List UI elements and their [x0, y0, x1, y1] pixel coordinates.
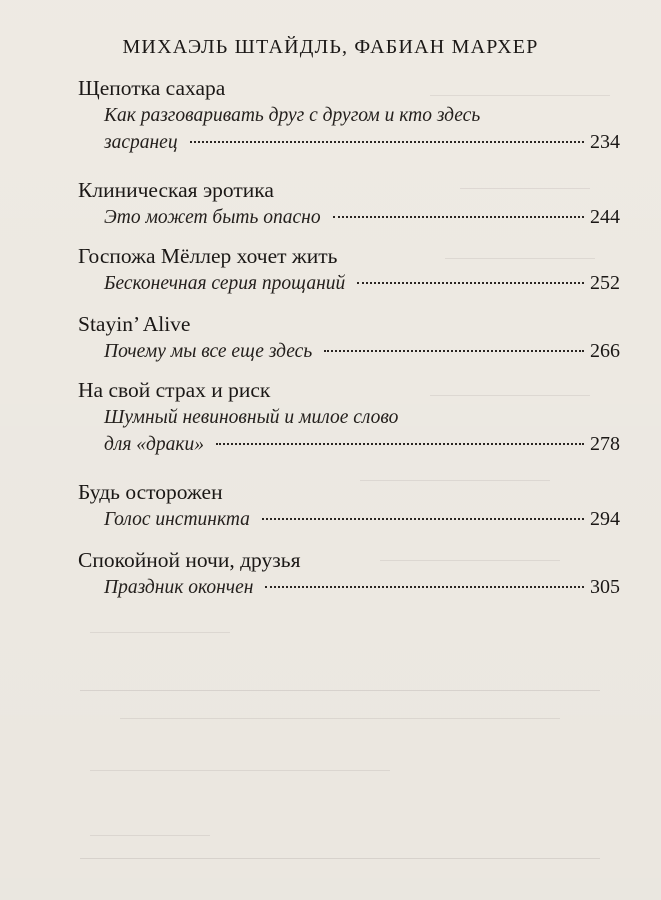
bleed-through-line [80, 858, 600, 859]
toc-entry-subtitle-line [104, 129, 620, 156]
toc-entry[interactable] [78, 242, 620, 297]
toc-entry-subtitle-line [104, 270, 620, 297]
toc-entry-subtitle: Шумный невиновный и милое слово [104, 407, 399, 428]
toc-page-number: 294 [590, 508, 620, 530]
toc-entry-title: Будь осторожен [78, 480, 223, 504]
toc-entry-subtitle-line [104, 506, 620, 533]
toc-entry-subtitle: Праздник окончен [104, 577, 254, 598]
toc-entry-subtitle: Голос инстинкта [104, 509, 250, 530]
toc-entry-subtitle: Это может быть опасно [104, 207, 321, 228]
toc-entry[interactable] [78, 74, 620, 156]
toc-entry[interactable] [78, 310, 620, 365]
toc-page-number: 266 [590, 340, 620, 362]
toc-entry-subtitle-line [104, 431, 620, 458]
dot-leader [190, 141, 584, 143]
toc-entry[interactable] [78, 176, 620, 231]
toc-page-number: 234 [590, 131, 620, 153]
dot-leader [262, 518, 584, 520]
toc-entry-subtitle-line [104, 204, 620, 231]
running-head: МИХАЭЛЬ ШТАЙДЛЬ, ФАБИАН МАРХЕР [122, 36, 539, 58]
dot-leader [265, 586, 584, 588]
dot-leader [216, 443, 584, 445]
toc-entry-subtitle-line [104, 574, 620, 601]
bleed-through-line [80, 690, 600, 691]
dot-leader [324, 350, 584, 352]
bleed-through-line [90, 835, 210, 836]
toc-page-number: 252 [590, 272, 620, 294]
toc-entry-subtitle: засранец [104, 132, 178, 153]
bleed-through-line [90, 632, 230, 633]
toc-page-number: 305 [590, 576, 620, 598]
toc-entry-subtitle: Как разговаривать друг с другом и кто здесь [104, 105, 481, 126]
toc-entry-subtitle-line [104, 338, 620, 365]
bleed-through-line [90, 770, 390, 771]
toc-entry-title: Щепотка сахара [78, 76, 226, 100]
toc-entry-subtitle: Почему мы все еще здесь [104, 341, 313, 362]
toc-entry-title: Спокойной ночи, друзья [78, 548, 301, 572]
toc-entry[interactable] [78, 478, 620, 533]
toc-entry-title: На свой страх и риск [78, 378, 271, 402]
toc-entry[interactable] [78, 376, 620, 458]
toc-page-number: 278 [590, 433, 620, 455]
toc-entry-title: Stayin’ Alive [78, 312, 191, 336]
dot-leader [357, 282, 584, 284]
dot-leader [333, 216, 584, 218]
toc-page-number: 244 [590, 206, 620, 228]
toc-entry-title: Госпожа Мёллер хочет жить [78, 244, 338, 268]
toc-entry[interactable] [78, 546, 620, 601]
bleed-through-line [120, 718, 560, 719]
toc-entry-subtitle: для «драки» [104, 434, 205, 455]
toc-entry-subtitle: Бесконечная серия прощаний [104, 273, 346, 294]
toc-entry-title: Клиническая эротика [78, 178, 274, 202]
